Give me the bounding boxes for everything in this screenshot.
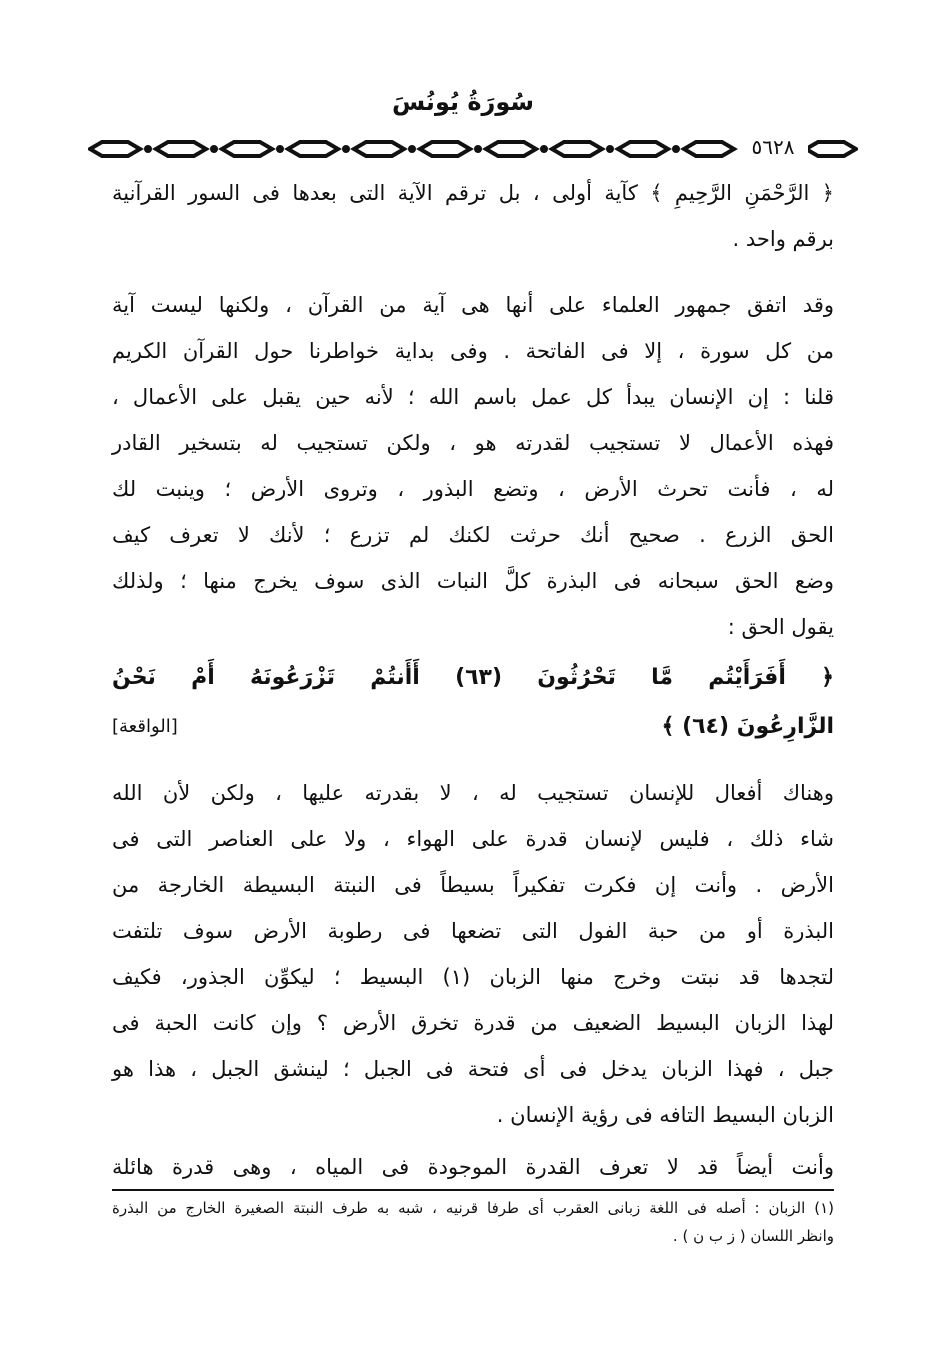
text-line: البذرة أو من حبة الفول التى تضعها فى رطوبة الأرض سوف تلتفت (112, 919, 834, 943)
text-line: من كل سورة ، إلا فى الفاتحة . وفى بداية خواطرنا حول القرآن الكريم (112, 339, 834, 363)
ornament-link (684, 142, 734, 156)
text-line: وقد اتفق جمهور العلماء على أنها هى آية من القرآن ، ولكنها ليست آية (112, 293, 834, 317)
body-text-top (112, 170, 834, 650)
surah-title: سُورَةُ يُونُسَ (392, 88, 534, 116)
text-line: له ، فأنت تحرث الأرض ، وتضع البذور ، وتروى الأرض ؛ وينبت لك (112, 477, 834, 501)
ornament-link (552, 142, 602, 156)
text-line: وهناك أفعال للإنسان تستجيب له ، لا بقدرته عليها ، ولكن لأن الله (112, 781, 834, 805)
body-text-bottom (112, 770, 834, 1190)
verse-line: الزَّارِعُونَ (٦٤) ﴾ (661, 713, 834, 739)
ornament-link (486, 142, 536, 156)
text-line: وأنت أيضاً قد لا تعرف القدرة الموجودة فى المياه ، وهى قدرة هائلة (112, 1155, 834, 1179)
text-line: برقم واحد . (732, 227, 834, 251)
text-line: لهذا الزبان البسيط الضعيف من قدرة تخرق الأرض ؟ وإن كانت الحبة فى (112, 1011, 834, 1035)
footnote (112, 1194, 834, 1250)
text-line: الزبان البسيط التافه فى رؤية الإنسان . (496, 1103, 834, 1127)
ornament-link (222, 142, 272, 156)
footnote-divider (112, 1189, 834, 1191)
text-line: يقول الحق : (727, 615, 834, 639)
ornament-link (288, 142, 338, 156)
ornament-link (806, 142, 856, 156)
verse-reference: [الواقعة] (112, 715, 178, 737)
text-line: الحق الزرع . صحيح أنك حرثت لكنك لم تزرع ؛ لأنك لا تعرف كيف (112, 523, 834, 547)
text-line: جبل ، فهذا الزبان يدخل فى أى فتحة فى الجبل ؛ لينشق الجبل ، هذا هو (112, 1057, 834, 1081)
text-line: شاء ذلك ، فليس لإنسان قدرة على الهواء ، ولا على العناصر التى فى (112, 827, 834, 851)
ornament-link (420, 142, 470, 156)
footnote-line: (١) الزبان : أصله فى اللغة زبانى العقرب أى طرفا قرنيه ، شبه به طرف النبتة الصغيرة الخارج من البذرة (112, 1199, 834, 1217)
ornament-link (90, 142, 140, 156)
quran-verse-block (112, 654, 834, 750)
text-line: قلنا : إن الإنسان يبدأ كل عمل باسم الله ؛ لأنه حين يقبل على الأعمال ، (112, 385, 834, 409)
page-number: ٥٦٢٨ (738, 132, 808, 162)
text-line: وضع الحق سبحانه فى البذرة كلَّ النبات الذى سوف يخرج منها ؛ ولذلك (112, 569, 834, 593)
verse-line: ﴿ أَفَرَأَيْتُم مَّا تَحْرُثُونَ (٦٣) أَأَنتُمْ تَزْرَعُونَهُ أَمْ نَحْنُ (112, 665, 834, 690)
text-line: لتجدها قد نبتت وخرج منها الزبان (١) البسيط ؛ ليكوِّن الجذور، فكيف (112, 965, 834, 989)
text-line: فهذه الأعمال لا تستجيب لقدرته هو ، ولكن تستجيب له بتسخير القادر (112, 431, 834, 455)
ornament-link (156, 142, 206, 156)
ornament-link (618, 142, 668, 156)
ornament-link (354, 142, 404, 156)
text-line: ﴿ الرَّحْمَنِ الرَّحِيمِ ﴾ كآية أولى ، بل ترقم الآية التى بعدها فى السور القرآنية (112, 181, 834, 205)
text-line: الأرض . وأنت إن فكرت تفكيراً بسيطاً فى النبتة البسيطة الخارجة من (112, 873, 834, 897)
footnote-line: وانظر اللسان ( ز ب ن ) . (672, 1227, 834, 1245)
